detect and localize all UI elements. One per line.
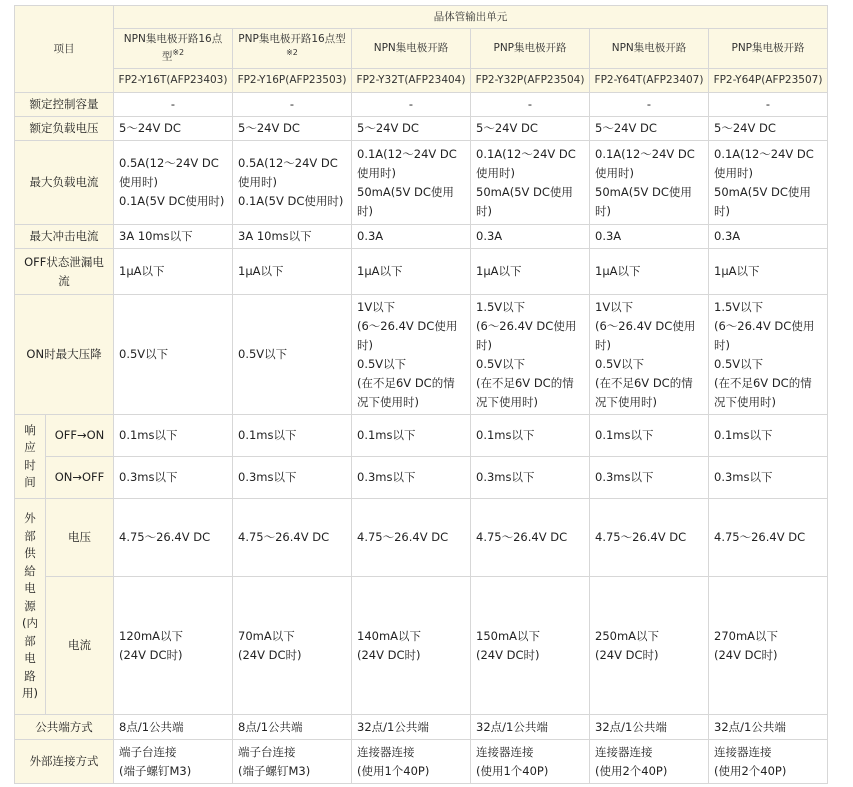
value-line: (6～26.4V DC使用 bbox=[595, 318, 696, 333]
value-line: 0.5V以下 bbox=[119, 347, 169, 361]
column-type-text: NPN集电极开路 bbox=[373, 42, 449, 54]
row-label bbox=[15, 249, 114, 295]
value-line: (使用2个40P) bbox=[595, 763, 668, 778]
value-line: 时) bbox=[714, 337, 730, 352]
value-line: 端子台连接 bbox=[238, 744, 296, 759]
column-type-header bbox=[709, 29, 828, 69]
spec-table bbox=[14, 5, 828, 784]
value-line: 使用时) bbox=[595, 165, 634, 180]
value-line: 时) bbox=[357, 337, 373, 352]
row-ext-voltage bbox=[15, 499, 828, 577]
row-leakage bbox=[15, 249, 828, 295]
column-type-text: PNP集电极开路16点型 bbox=[238, 33, 346, 46]
value-cell: 4.75～26.4V DC bbox=[114, 499, 233, 577]
value-cell bbox=[352, 740, 471, 784]
value-cell: 5～24V DC bbox=[233, 117, 352, 141]
row-label: 公共端方式 bbox=[15, 715, 114, 740]
value-cell bbox=[233, 295, 352, 415]
vertical-label-char: 响 bbox=[24, 422, 36, 437]
row-label: ON时最大压降 bbox=[15, 295, 114, 415]
value-line: 时) bbox=[595, 203, 611, 218]
column-type-header bbox=[233, 29, 352, 69]
value-line: 连接器连接 bbox=[595, 744, 653, 759]
value-cell: 0.1ms以下 bbox=[709, 415, 828, 457]
value-line: 连接器连接 bbox=[357, 744, 415, 759]
value-cell: - bbox=[233, 93, 352, 117]
value-cell: - bbox=[590, 93, 709, 117]
value-cell: 0.3ms以下 bbox=[114, 457, 233, 499]
value-cell bbox=[233, 740, 352, 784]
row-label: 额定负载电压 bbox=[15, 117, 114, 141]
value-line: (使用2个40P) bbox=[714, 763, 787, 778]
value-cell bbox=[114, 295, 233, 415]
value-line: 况下使用时) bbox=[714, 394, 776, 409]
value-cell: 5～24V DC bbox=[352, 117, 471, 141]
value-line: (6～26.4V DC使用 bbox=[714, 318, 815, 333]
value-line: 使用时) bbox=[119, 175, 158, 189]
value-line: 况下使用时) bbox=[595, 394, 657, 409]
value-line: (在不足6V DC的情 bbox=[357, 375, 455, 390]
value-line: 0.5V以下 bbox=[476, 356, 526, 371]
value-cell: - bbox=[709, 93, 828, 117]
value-cell: 5～24V DC bbox=[114, 117, 233, 141]
value-line: 0.1A(5V DC使用时) bbox=[238, 194, 344, 208]
column-type-header bbox=[114, 29, 233, 69]
value-line: 1.5V以下 bbox=[476, 299, 526, 314]
value-cell: 0.3ms以下 bbox=[471, 457, 590, 499]
value-line: (24V DC时) bbox=[238, 647, 302, 662]
value-cell bbox=[709, 295, 828, 415]
value-line: 50mA(5V DC使用 bbox=[595, 184, 692, 199]
value-cell bbox=[471, 141, 590, 225]
vertical-label-char: 部 bbox=[24, 528, 36, 543]
column-model-header: FP2-Y64P(AFP23507) bbox=[709, 69, 828, 93]
vertical-label-char: 路 bbox=[24, 668, 36, 683]
value-line: 端子台连接 bbox=[119, 744, 177, 759]
value-line: 0.5V以下 bbox=[595, 356, 645, 371]
value-cell bbox=[114, 740, 233, 784]
value-line: (端子螺钉M3) bbox=[238, 763, 311, 778]
value-cell bbox=[471, 740, 590, 784]
value-cell bbox=[471, 577, 590, 715]
value-line: 1V以下 bbox=[357, 299, 396, 314]
value-cell bbox=[114, 577, 233, 715]
column-type-text: PNP集电极开路 bbox=[493, 42, 567, 54]
value-line: 0.1A(12～24V DC bbox=[357, 146, 457, 161]
row-label: OFF→ON bbox=[46, 415, 114, 457]
value-cell: 1μA以下 bbox=[352, 249, 471, 295]
value-line: 0.1A(12～24V DC bbox=[595, 146, 695, 161]
row-max-current bbox=[15, 141, 828, 225]
footnote-mark: ※2 bbox=[172, 48, 185, 58]
vertical-label-char: 供 bbox=[24, 546, 36, 561]
value-cell: - bbox=[352, 93, 471, 117]
value-cell bbox=[590, 740, 709, 784]
value-cell: 0.3A bbox=[352, 225, 471, 249]
row-label: 电流 bbox=[46, 577, 114, 715]
value-cell bbox=[352, 141, 471, 225]
vertical-label-char: 外 bbox=[24, 511, 36, 526]
value-line: 使用时) bbox=[238, 175, 277, 189]
value-line: 1.5V以下 bbox=[714, 299, 764, 314]
value-line: 0.5V以下 bbox=[357, 356, 407, 371]
value-cell: 0.1ms以下 bbox=[233, 415, 352, 457]
row-inrush bbox=[15, 225, 828, 249]
value-line: 时) bbox=[595, 337, 611, 352]
column-type-header bbox=[590, 29, 709, 69]
column-model-header: FP2-Y16T(AFP23403) bbox=[114, 69, 233, 93]
vertical-label-char: 源 bbox=[24, 598, 36, 613]
value-line: (端子螺钉M3) bbox=[119, 763, 192, 778]
value-cell: 8点/1公共端 bbox=[233, 715, 352, 740]
value-line: 连接器连接 bbox=[714, 744, 772, 759]
value-cell: 0.1ms以下 bbox=[352, 415, 471, 457]
column-model-header: FP2-Y32P(AFP23504) bbox=[471, 69, 590, 93]
column-type-text: NPN集电极开路 bbox=[611, 42, 687, 54]
value-cell: 0.3ms以下 bbox=[233, 457, 352, 499]
value-line: 120mA以下 bbox=[119, 628, 184, 643]
value-line: 时) bbox=[714, 203, 730, 218]
value-cell bbox=[590, 141, 709, 225]
value-cell: - bbox=[114, 93, 233, 117]
row-response-on-off bbox=[15, 457, 828, 499]
value-line: 0.5A(12～24V DC bbox=[238, 156, 338, 170]
value-line: (使用1个40P) bbox=[357, 763, 430, 778]
value-cell: 0.1ms以下 bbox=[114, 415, 233, 457]
value-line: (6～26.4V DC使用 bbox=[357, 318, 458, 333]
value-line: (24V DC时) bbox=[595, 647, 659, 662]
value-cell: 4.75～26.4V DC bbox=[590, 499, 709, 577]
footnote-mark: ※2 bbox=[286, 48, 298, 58]
value-cell bbox=[590, 577, 709, 715]
value-cell bbox=[352, 295, 471, 415]
value-cell: 0.3ms以下 bbox=[352, 457, 471, 499]
value-cell bbox=[709, 577, 828, 715]
row-label: 电压 bbox=[46, 499, 114, 577]
value-cell: 32点/1公共端 bbox=[352, 715, 471, 740]
header-row-group bbox=[15, 6, 828, 29]
value-line: (24V DC时) bbox=[714, 647, 778, 662]
value-cell bbox=[471, 295, 590, 415]
value-line: 时) bbox=[357, 203, 373, 218]
value-cell: 0.3ms以下 bbox=[590, 457, 709, 499]
group-header: 晶体管输出单元 bbox=[114, 6, 828, 29]
value-cell bbox=[590, 295, 709, 415]
value-line: 0.1A(5V DC使用时) bbox=[119, 194, 225, 208]
value-cell bbox=[233, 141, 352, 225]
value-cell: 4.75～26.4V DC bbox=[233, 499, 352, 577]
row-label: ON→OFF bbox=[46, 457, 114, 499]
column-model-header: FP2-Y16P(AFP23503) bbox=[233, 69, 352, 93]
value-line: (在不足6V DC的情 bbox=[595, 375, 693, 390]
column-type-text: NPN集电极开路16点型 bbox=[123, 33, 223, 63]
value-line: 250mA以下 bbox=[595, 628, 660, 643]
value-cell bbox=[352, 577, 471, 715]
row-ext-current bbox=[15, 577, 828, 715]
value-line: 连接器连接 bbox=[476, 744, 534, 759]
value-cell: 1μA以下 bbox=[709, 249, 828, 295]
value-cell: 4.75～26.4V DC bbox=[709, 499, 828, 577]
value-line: (6～26.4V DC使用 bbox=[476, 318, 577, 333]
value-line: 时) bbox=[476, 203, 492, 218]
value-line: 70mA以下 bbox=[238, 628, 295, 643]
vertical-label-char: 用) bbox=[22, 686, 38, 701]
vertical-label-char: (内 bbox=[22, 616, 38, 631]
vertical-label-char: 部 bbox=[24, 633, 36, 648]
vertical-label-char: 间 bbox=[24, 475, 36, 489]
header-row-type bbox=[15, 29, 828, 69]
value-line: 况下使用时) bbox=[357, 394, 419, 409]
value-line: (24V DC时) bbox=[119, 647, 183, 662]
value-cell: 0.3A bbox=[590, 225, 709, 249]
value-cell: 0.3A bbox=[471, 225, 590, 249]
value-cell: 5～24V DC bbox=[471, 117, 590, 141]
value-line: 50mA(5V DC使用 bbox=[714, 184, 811, 199]
value-cell: 1μA以下 bbox=[233, 249, 352, 295]
value-line: 使用时) bbox=[476, 165, 515, 180]
value-line: 140mA以下 bbox=[357, 628, 422, 643]
value-cell: 5～24V DC bbox=[709, 117, 828, 141]
vertical-label-char: 給 bbox=[24, 563, 36, 578]
value-cell bbox=[709, 141, 828, 225]
value-cell: 8点/1公共端 bbox=[114, 715, 233, 740]
value-line: (24V DC时) bbox=[476, 647, 540, 662]
value-line: 50mA(5V DC使用 bbox=[357, 184, 454, 199]
value-cell bbox=[233, 577, 352, 715]
value-line: 时) bbox=[476, 337, 492, 352]
row-label: 最大负载电流 bbox=[15, 141, 114, 225]
row-label-line: 流 bbox=[58, 273, 70, 288]
value-line: 0.5V以下 bbox=[238, 347, 288, 361]
value-cell: 3A 10ms以下 bbox=[114, 225, 233, 249]
value-line: 0.5V以下 bbox=[714, 356, 764, 371]
column-model-header: FP2-Y64T(AFP23407) bbox=[590, 69, 709, 93]
header-row-model bbox=[15, 69, 828, 93]
value-line: 0.1A(12～24V DC bbox=[714, 146, 814, 161]
value-line: 0.1A(12～24V DC bbox=[476, 146, 576, 161]
value-cell: 3A 10ms以下 bbox=[233, 225, 352, 249]
value-cell: 0.1ms以下 bbox=[471, 415, 590, 457]
ext-power-label bbox=[15, 499, 46, 715]
value-cell bbox=[114, 141, 233, 225]
row-label: 外部连接方式 bbox=[15, 740, 114, 784]
value-line: 1V以下 bbox=[595, 299, 634, 314]
value-line: 使用时) bbox=[714, 165, 753, 180]
row-voltage-drop bbox=[15, 295, 828, 415]
column-type-header bbox=[352, 29, 471, 69]
value-cell: 0.1ms以下 bbox=[590, 415, 709, 457]
value-cell: 5～24V DC bbox=[590, 117, 709, 141]
value-cell bbox=[709, 740, 828, 784]
value-line: 150mA以下 bbox=[476, 628, 541, 643]
row-label: 最大冲击电流 bbox=[15, 225, 114, 249]
row-rated-voltage bbox=[15, 117, 828, 141]
value-cell: 1μA以下 bbox=[471, 249, 590, 295]
row-connection bbox=[15, 740, 828, 784]
value-cell: - bbox=[471, 93, 590, 117]
row-label: 额定控制容量 bbox=[15, 93, 114, 117]
value-cell: 32点/1公共端 bbox=[590, 715, 709, 740]
value-cell: 4.75～26.4V DC bbox=[352, 499, 471, 577]
value-line: (24V DC时) bbox=[357, 647, 421, 662]
value-line: (使用1个40P) bbox=[476, 763, 549, 778]
row-common bbox=[15, 715, 828, 740]
value-line: 50mA(5V DC使用 bbox=[476, 184, 573, 199]
column-type-header bbox=[471, 29, 590, 69]
value-cell: 4.75～26.4V DC bbox=[471, 499, 590, 577]
vertical-label-char: 电 bbox=[24, 651, 36, 666]
value-cell: 0.3A bbox=[709, 225, 828, 249]
row-response-off-on bbox=[15, 415, 828, 457]
value-cell: 1μA以下 bbox=[114, 249, 233, 295]
column-type-text: PNP集电极开路 bbox=[731, 42, 805, 54]
vertical-label-char: 电 bbox=[24, 581, 36, 596]
vertical-label-char: 时 bbox=[24, 457, 36, 472]
value-cell: 32点/1公共端 bbox=[709, 715, 828, 740]
vertical-label-char: 应 bbox=[24, 440, 36, 454]
item-header: 项目 bbox=[15, 6, 114, 93]
column-model-header: FP2-Y32T(AFP23404) bbox=[352, 69, 471, 93]
value-line: 0.5A(12～24V DC bbox=[119, 156, 219, 170]
value-line: 使用时) bbox=[357, 165, 396, 180]
row-rated-capacity bbox=[15, 93, 828, 117]
value-line: (在不足6V DC的情 bbox=[714, 375, 812, 390]
value-line: 况下使用时) bbox=[476, 394, 538, 409]
value-cell: 0.3ms以下 bbox=[709, 457, 828, 499]
response-time-label bbox=[15, 415, 46, 499]
row-label-line: OFF状态泄漏电 bbox=[24, 254, 104, 269]
value-cell: 1μA以下 bbox=[590, 249, 709, 295]
value-line: 270mA以下 bbox=[714, 628, 779, 643]
value-line: (在不足6V DC的情 bbox=[476, 375, 574, 390]
value-cell: 32点/1公共端 bbox=[471, 715, 590, 740]
